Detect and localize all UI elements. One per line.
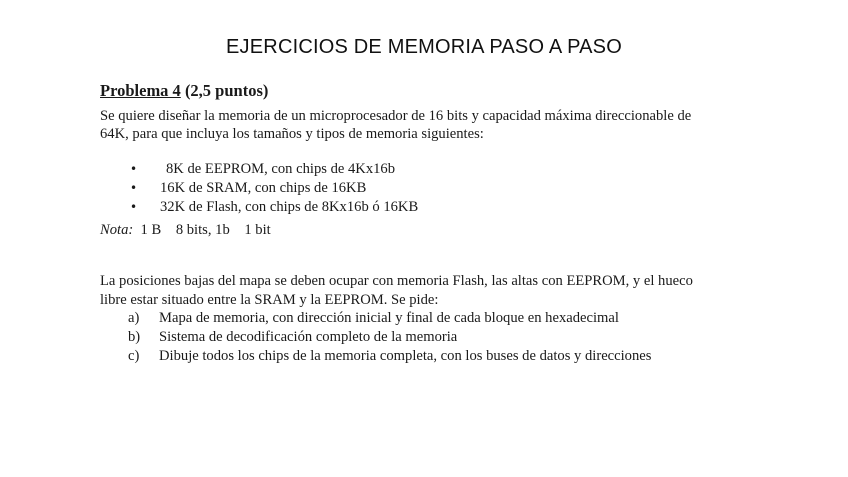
memory-list-item-sram bbox=[100, 179, 790, 198]
task-item-c bbox=[100, 347, 790, 366]
memory-list-item-flash bbox=[100, 198, 790, 217]
task-text: Sistema de decodificación completo de la memoria bbox=[159, 329, 458, 345]
placement-line-1: La posiciones bajas del mapa se deben ocupar con memoria Flash, las altas con EEPROM, y el hueco bbox=[100, 273, 693, 289]
problem-intro-line-1: Se quiere diseñar la memoria de un microprocesador de 16 bits y capacidad máxima direccionable de bbox=[100, 107, 692, 124]
task-marker: c) bbox=[128, 348, 140, 364]
memory-list bbox=[100, 160, 790, 217]
nota-text: 1 B 8 bits, 1b 1 bit bbox=[133, 221, 271, 238]
problem-intro bbox=[100, 107, 790, 144]
bullet-icon: • bbox=[130, 199, 138, 214]
placement-line-2: libre estar situado entre la SRAM y la EEPROM. Se pide: bbox=[100, 291, 439, 308]
task-text: Mapa de memoria, con dirección inicial y final de cada bloque en hexadecimal bbox=[159, 310, 619, 326]
task-item-b bbox=[100, 328, 790, 347]
bullet-icon: • bbox=[130, 161, 138, 176]
memory-list-item-text: 16K de SRAM, con chips de 16KB bbox=[160, 179, 367, 196]
nota-line bbox=[100, 221, 790, 240]
problem-document bbox=[100, 82, 790, 366]
task-item-a bbox=[100, 309, 790, 328]
task-list bbox=[100, 309, 790, 366]
nota-label: Nota: bbox=[100, 221, 134, 238]
problem-heading bbox=[100, 82, 790, 101]
problem-intro-line-2: 64K, para que incluya los tamaños y tipos de memoria siguientes: bbox=[100, 126, 484, 142]
bullet-icon: • bbox=[130, 180, 138, 195]
task-marker: b) bbox=[128, 329, 141, 345]
memory-list-item-eeprom bbox=[100, 160, 790, 179]
memory-list-item-text: 8K de EEPROM, con chips de 4Kx16b bbox=[166, 160, 396, 177]
slide-title: EJERCICIOS DE MEMORIA PASO A PASO bbox=[226, 36, 622, 58]
task-text: Dibuje todos los chips de la memoria completa, con los buses de datos y direcciones bbox=[159, 348, 652, 364]
problem-heading-label: Problema 4 bbox=[100, 81, 181, 100]
memory-list-item-text: 32K de Flash, con chips de 8Kx16b ó 16KB bbox=[160, 198, 419, 215]
placement-paragraph bbox=[100, 272, 790, 309]
problem-heading-points: (2,5 puntos) bbox=[180, 81, 269, 100]
task-marker: a) bbox=[128, 310, 140, 326]
